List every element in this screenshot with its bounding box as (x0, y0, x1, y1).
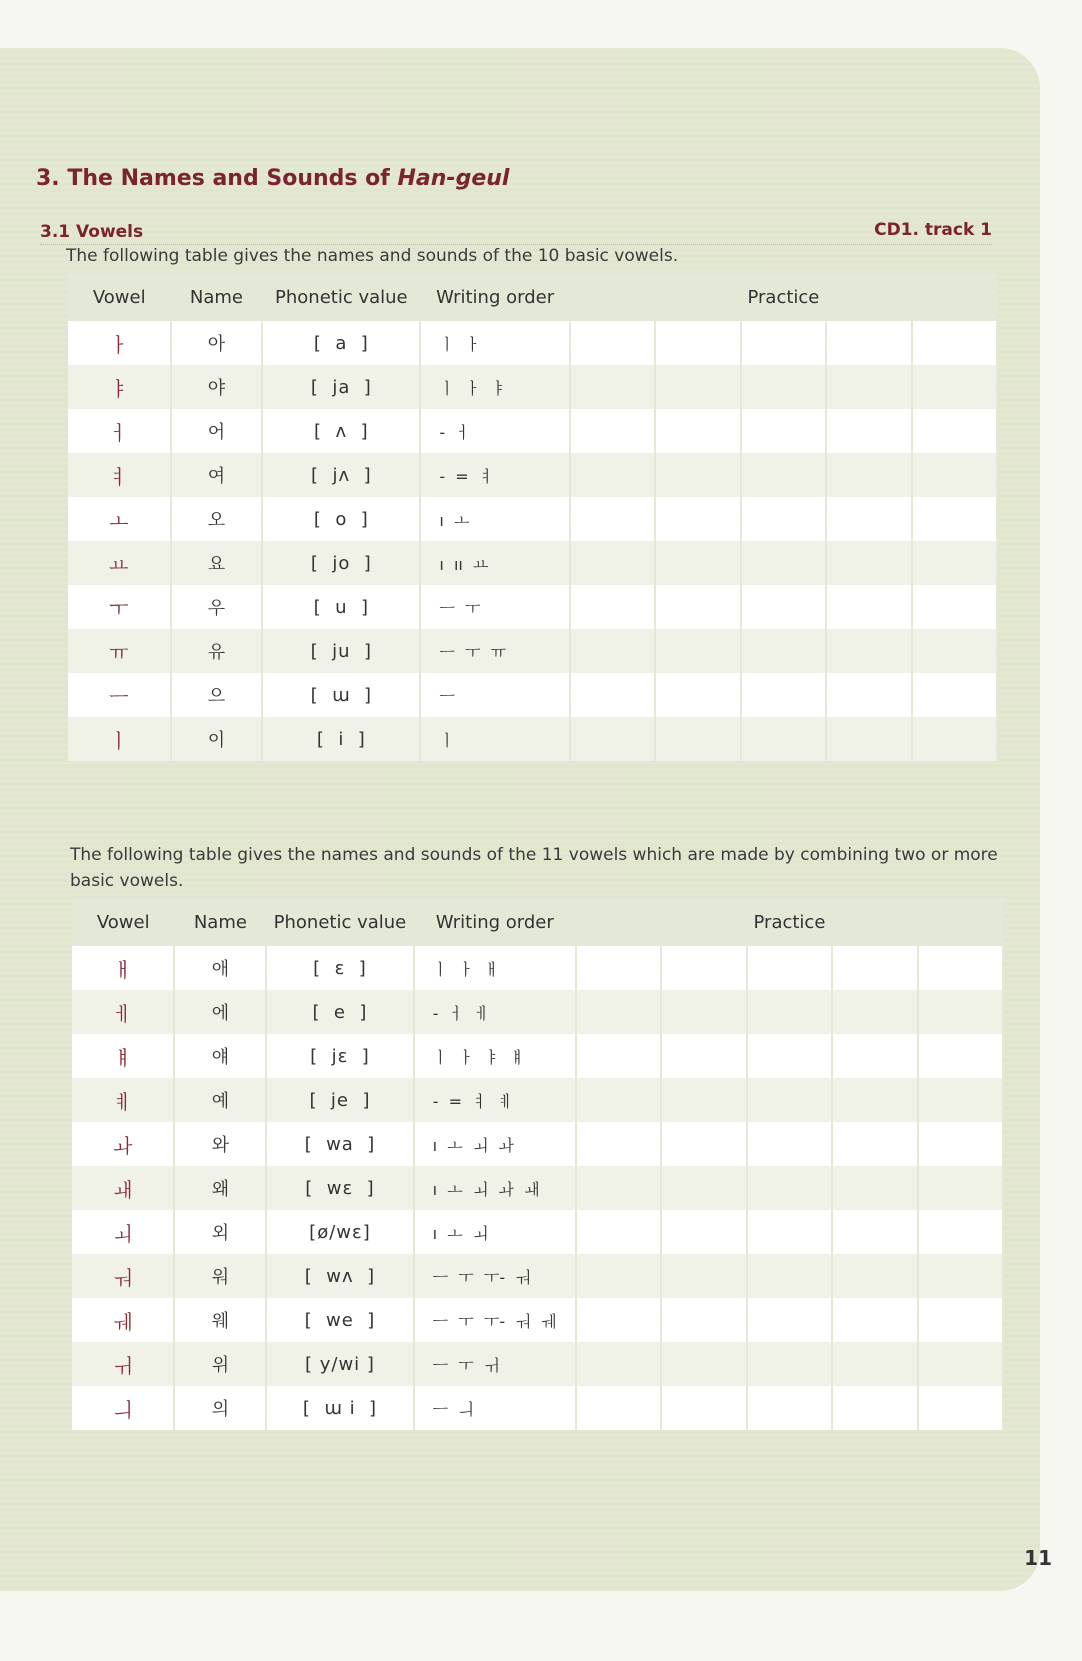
table-row (68, 541, 997, 585)
practice-cell[interactable] (747, 1210, 832, 1254)
writing-order-cell: ㅡ ㅜ (420, 585, 569, 629)
phonetic-cell: [ we ] (266, 1298, 413, 1342)
practice-cell[interactable] (570, 497, 655, 541)
name-cell: 왜 (174, 1166, 266, 1210)
subsection-label: 3.1 Vowels (40, 222, 144, 242)
practice-cell[interactable] (918, 1210, 1003, 1254)
name-cell: 얘 (174, 1034, 266, 1078)
table-row (68, 365, 997, 409)
vowel-cell: ㅢ (72, 1386, 174, 1430)
page-number: 11 (1024, 1546, 1052, 1570)
practice-cell[interactable] (661, 1298, 746, 1342)
phonetic-cell: [ø/wɛ] (266, 1210, 413, 1254)
writing-order-cell: ı ㅗ ㅚ ㅘ ㅙ (414, 1166, 576, 1210)
vowel-cell: ㅕ (68, 453, 171, 497)
practice-cell[interactable] (912, 717, 997, 761)
practice-cell[interactable] (655, 321, 740, 365)
vowel-cell: ㅜ (68, 585, 171, 629)
vowel-cell: ㅝ (72, 1254, 174, 1298)
vowel-cell: ㅏ (68, 321, 171, 365)
table-row (72, 946, 1003, 990)
combined-vowels-table (72, 898, 1004, 1430)
table-row (68, 453, 997, 497)
practice-cell[interactable] (832, 1166, 917, 1210)
writing-order-cell: ㅣ ㅏ ㅑ ㅒ (414, 1034, 576, 1078)
practice-cell[interactable] (570, 453, 655, 497)
phonetic-cell: [ jʌ ] (262, 453, 420, 497)
practice-cell[interactable] (832, 1386, 917, 1430)
practice-cell[interactable] (661, 1078, 746, 1122)
practice-cell[interactable] (832, 1122, 917, 1166)
header-writing-order: Writing order (420, 273, 569, 321)
name-cell: 의 (174, 1386, 266, 1430)
vowel-cell: ㅙ (72, 1166, 174, 1210)
practice-cell[interactable] (918, 1034, 1003, 1078)
vowel-cell: ㅖ (72, 1078, 174, 1122)
writing-order-cell: ı ㅗ (420, 497, 569, 541)
phonetic-cell: [ ʌ ] (262, 409, 420, 453)
phonetic-cell: [ ɯ ] (262, 673, 420, 717)
writing-order-cell: ㅣ (420, 717, 569, 761)
practice-cell[interactable] (918, 1078, 1003, 1122)
phonetic-cell: [ ɛ ] (266, 946, 413, 990)
practice-cell[interactable] (570, 717, 655, 761)
practice-cell[interactable] (576, 1386, 661, 1430)
practice-cell[interactable] (570, 365, 655, 409)
practice-cell[interactable] (570, 409, 655, 453)
practice-cell[interactable] (661, 946, 746, 990)
practice-cell[interactable] (826, 717, 911, 761)
practice-cell[interactable] (826, 453, 911, 497)
phonetic-cell: [ o ] (262, 497, 420, 541)
vowel-cell: ㅘ (72, 1122, 174, 1166)
phonetic-cell: [ e ] (266, 990, 413, 1034)
table-row (72, 1034, 1003, 1078)
table-row (68, 409, 997, 453)
practice-cell[interactable] (576, 1210, 661, 1254)
practice-cell[interactable] (832, 1254, 917, 1298)
practice-cell[interactable] (918, 1298, 1003, 1342)
header-name: Name (174, 898, 266, 946)
practice-cell[interactable] (912, 541, 997, 585)
practice-cell[interactable] (661, 1166, 746, 1210)
practice-cell[interactable] (576, 1166, 661, 1210)
practice-cell[interactable] (741, 321, 826, 365)
table-row (72, 1342, 1003, 1386)
practice-cell[interactable] (576, 1298, 661, 1342)
writing-order-cell: ı ㅗ ㅚ ㅘ (414, 1122, 576, 1166)
vowel-cell: ㅡ (68, 673, 171, 717)
name-cell: 어 (171, 409, 263, 453)
header-name: Name (171, 273, 263, 321)
practice-cell[interactable] (918, 946, 1003, 990)
practice-cell[interactable] (576, 1122, 661, 1166)
practice-cell[interactable] (747, 1342, 832, 1386)
phonetic-cell: [ wʌ ] (266, 1254, 413, 1298)
practice-cell[interactable] (655, 365, 740, 409)
practice-cell[interactable] (826, 365, 911, 409)
practice-cell[interactable] (747, 1386, 832, 1430)
phonetic-cell: [ wa ] (266, 1122, 413, 1166)
practice-cell[interactable] (832, 1034, 917, 1078)
writing-order-cell: - ㅓ ㅔ (414, 990, 576, 1034)
writing-order-cell: - = ㅕ (420, 453, 569, 497)
phonetic-cell: [ jɛ ] (266, 1034, 413, 1078)
name-cell: 외 (174, 1210, 266, 1254)
practice-cell[interactable] (655, 453, 740, 497)
header-vowel: Vowel (72, 898, 174, 946)
practice-cell[interactable] (912, 365, 997, 409)
writing-order-cell: ㅣ ㅏ (420, 321, 569, 365)
table-row (68, 629, 997, 673)
practice-cell[interactable] (661, 990, 746, 1034)
practice-cell[interactable] (741, 365, 826, 409)
practice-cell[interactable] (918, 1254, 1003, 1298)
name-cell: 와 (174, 1122, 266, 1166)
practice-cell[interactable] (570, 541, 655, 585)
practice-cell[interactable] (826, 629, 911, 673)
practice-cell[interactable] (826, 409, 911, 453)
practice-cell[interactable] (576, 1034, 661, 1078)
practice-cell[interactable] (747, 1254, 832, 1298)
practice-cell[interactable] (832, 946, 917, 990)
practice-cell[interactable] (747, 990, 832, 1034)
name-cell: 우 (171, 585, 263, 629)
practice-cell[interactable] (912, 629, 997, 673)
practice-cell[interactable] (655, 629, 740, 673)
practice-cell[interactable] (912, 585, 997, 629)
practice-cell[interactable] (912, 673, 997, 717)
practice-cell[interactable] (918, 1342, 1003, 1386)
practice-cell[interactable] (832, 1078, 917, 1122)
writing-order-cell: ㅡ ㅢ (414, 1386, 576, 1430)
practice-cell[interactable] (918, 1122, 1003, 1166)
practice-cell[interactable] (747, 1078, 832, 1122)
name-cell: 위 (174, 1342, 266, 1386)
practice-cell[interactable] (661, 1210, 746, 1254)
header-phonetic: Phonetic value (266, 898, 413, 946)
section-number: 3. (36, 166, 60, 191)
vowel-cell: ㅛ (68, 541, 171, 585)
practice-cell[interactable] (655, 717, 740, 761)
name-cell: 아 (171, 321, 263, 365)
writing-order-cell: ㅡ (420, 673, 569, 717)
combined-vowels-body (72, 946, 1003, 1430)
phonetic-cell: [ ɯ i ] (266, 1386, 413, 1430)
writing-order-cell: ı ㅗ ㅚ (414, 1210, 576, 1254)
practice-cell[interactable] (576, 1254, 661, 1298)
practice-cell[interactable] (570, 321, 655, 365)
basic-vowels-table (68, 273, 998, 761)
table-row (72, 1078, 1003, 1122)
table-row (68, 673, 997, 717)
intro-basic-vowels: The following table gives the names and sounds of the 10 basic vowels. (66, 246, 679, 266)
practice-cell[interactable] (741, 409, 826, 453)
writing-order-cell: ㅡ ㅜ ㅜ- ㅝ (414, 1254, 576, 1298)
practice-cell[interactable] (655, 409, 740, 453)
phonetic-cell: [ jo ] (262, 541, 420, 585)
vowel-cell: ㅐ (72, 946, 174, 990)
table-row (72, 1166, 1003, 1210)
practice-cell[interactable] (741, 453, 826, 497)
section-title-text: The Names and Sounds of (67, 166, 390, 191)
header-practice: Practice (576, 898, 1003, 946)
vowel-cell: ㅚ (72, 1210, 174, 1254)
writing-order-cell: ㅡ ㅜ ㅠ (420, 629, 569, 673)
practice-cell[interactable] (741, 541, 826, 585)
writing-order-cell: ı ıı ㅛ (420, 541, 569, 585)
table-row (72, 1122, 1003, 1166)
name-cell: 이 (171, 717, 263, 761)
vowel-cell: ㅑ (68, 365, 171, 409)
table-header-row (72, 898, 1003, 946)
vowel-cell: ㅒ (72, 1034, 174, 1078)
practice-cell[interactable] (570, 585, 655, 629)
practice-cell[interactable] (741, 717, 826, 761)
writing-order-cell: - ㅓ (420, 409, 569, 453)
name-cell: 유 (171, 629, 263, 673)
vowel-cell: ㅔ (72, 990, 174, 1034)
practice-cell[interactable] (741, 673, 826, 717)
section-title-italic: Han-geul (397, 166, 510, 191)
practice-cell[interactable] (747, 1166, 832, 1210)
practice-cell[interactable] (576, 946, 661, 990)
table-row (72, 1254, 1003, 1298)
vowel-cell: ㅗ (68, 497, 171, 541)
practice-cell[interactable] (912, 321, 997, 365)
practice-cell[interactable] (826, 321, 911, 365)
practice-cell[interactable] (741, 585, 826, 629)
practice-cell[interactable] (912, 453, 997, 497)
vowel-cell: ㅣ (68, 717, 171, 761)
phonetic-cell: [ i ] (262, 717, 420, 761)
table-row (68, 497, 997, 541)
vowel-cell: ㅠ (68, 629, 171, 673)
table-row (72, 1298, 1003, 1342)
practice-cell[interactable] (655, 541, 740, 585)
practice-cell[interactable] (832, 1298, 917, 1342)
basic-vowels-body (68, 321, 997, 761)
practice-cell[interactable] (741, 629, 826, 673)
phonetic-cell: [ u ] (262, 585, 420, 629)
section-title (36, 166, 509, 191)
practice-cell[interactable] (576, 990, 661, 1034)
practice-cell[interactable] (747, 946, 832, 990)
practice-cell[interactable] (832, 1210, 917, 1254)
intro-combined-vowels: The following table gives the names and sounds of the 11 vowels which are made by combining two or more basic vowels. (70, 845, 998, 891)
practice-cell[interactable] (655, 673, 740, 717)
practice-cell[interactable] (747, 1122, 832, 1166)
writing-order-cell: ㅣ ㅏ ㅑ (420, 365, 569, 409)
writing-order-cell: ㅣ ㅏ ㅐ (414, 946, 576, 990)
practice-cell[interactable] (912, 409, 997, 453)
cd-track-label: CD1. track 1 (874, 220, 992, 240)
table-row (72, 990, 1003, 1034)
vowel-cell: ㅞ (72, 1298, 174, 1342)
practice-cell[interactable] (570, 673, 655, 717)
name-cell: 에 (174, 990, 266, 1034)
name-cell: 여 (171, 453, 263, 497)
phonetic-cell: [ je ] (266, 1078, 413, 1122)
header-vowel: Vowel (68, 273, 171, 321)
table-row (68, 321, 997, 365)
practice-cell[interactable] (747, 1298, 832, 1342)
subsection-header (40, 222, 992, 245)
practice-cell[interactable] (661, 1254, 746, 1298)
table-header-row (68, 273, 997, 321)
practice-cell[interactable] (570, 629, 655, 673)
name-cell: 워 (174, 1254, 266, 1298)
practice-cell[interactable] (832, 1342, 917, 1386)
name-cell: 요 (171, 541, 263, 585)
name-cell: 으 (171, 673, 263, 717)
practice-cell[interactable] (655, 585, 740, 629)
practice-cell[interactable] (826, 541, 911, 585)
phonetic-cell: [ wɛ ] (266, 1166, 413, 1210)
name-cell: 오 (171, 497, 263, 541)
name-cell: 야 (171, 365, 263, 409)
practice-cell[interactable] (576, 1342, 661, 1386)
table-row (68, 585, 997, 629)
vowel-cell: ㅓ (68, 409, 171, 453)
vowel-cell: ㅟ (72, 1342, 174, 1386)
table-row (72, 1386, 1003, 1430)
writing-order-cell: ㅡ ㅜ ㅜ- ㅝ ㅞ (414, 1298, 576, 1342)
practice-cell[interactable] (912, 497, 997, 541)
phonetic-cell: [ ja ] (262, 365, 420, 409)
practice-cell[interactable] (918, 1166, 1003, 1210)
phonetic-cell: [ ju ] (262, 629, 420, 673)
practice-cell[interactable] (741, 497, 826, 541)
practice-cell[interactable] (918, 990, 1003, 1034)
writing-order-cell: ㅡ ㅜ ㅟ (414, 1342, 576, 1386)
practice-cell[interactable] (826, 585, 911, 629)
writing-order-cell: - = ㅕ ㅖ (414, 1078, 576, 1122)
practice-cell[interactable] (655, 497, 740, 541)
practice-cell[interactable] (576, 1078, 661, 1122)
practice-cell[interactable] (661, 1034, 746, 1078)
header-phonetic: Phonetic value (262, 273, 420, 321)
name-cell: 예 (174, 1078, 266, 1122)
practice-cell[interactable] (747, 1034, 832, 1078)
practice-cell[interactable] (826, 673, 911, 717)
practice-cell[interactable] (826, 497, 911, 541)
table-row (68, 717, 997, 761)
table-row (72, 1210, 1003, 1254)
practice-cell[interactable] (661, 1122, 746, 1166)
phonetic-cell: [ y/wi ] (266, 1342, 413, 1386)
header-practice: Practice (570, 273, 997, 321)
practice-cell[interactable] (832, 990, 917, 1034)
name-cell: 웨 (174, 1298, 266, 1342)
practice-cell[interactable] (661, 1386, 746, 1430)
practice-cell[interactable] (661, 1342, 746, 1386)
phonetic-cell: [ a ] (262, 321, 420, 365)
header-writing-order: Writing order (414, 898, 576, 946)
name-cell: 애 (174, 946, 266, 990)
practice-cell[interactable] (918, 1386, 1003, 1430)
